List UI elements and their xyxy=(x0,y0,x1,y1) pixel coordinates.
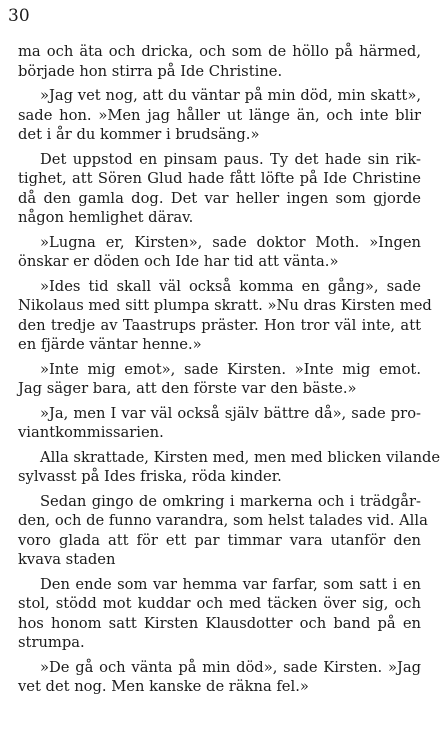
text-line: den, och de funno varandra, som helst talades vid. Alla xyxy=(18,512,428,529)
text-line: strumpa. xyxy=(18,634,85,651)
text-line: stol, stödd mot kuddar och med täcken över sig, och xyxy=(18,595,421,612)
paragraph xyxy=(18,86,421,145)
paragraph xyxy=(18,658,421,697)
page-number: 30 xyxy=(8,6,30,26)
paragraph xyxy=(18,277,432,355)
text-line: kvava staden xyxy=(18,551,116,568)
text-line: Det uppstod en pinsam paus. Ty det hade sin rik- xyxy=(40,150,421,168)
paragraph xyxy=(18,233,421,272)
text-line: »Jag vet nog, att du väntar på min död, min skatt», xyxy=(40,87,421,104)
paragraph xyxy=(18,492,428,570)
paragraph xyxy=(18,575,421,653)
text-line: en fjärde väntar henne.» xyxy=(18,336,202,353)
paragraph xyxy=(18,404,421,443)
paragraph xyxy=(18,150,421,228)
paragraph xyxy=(18,360,421,399)
paragraph xyxy=(18,42,421,81)
text-line: Nikolaus med sitt plumpa skratt. »Nu dras Kirsten med xyxy=(18,297,432,314)
text-line: »De gå och vänta på min död», sade Kirsten. »Jag xyxy=(40,658,421,676)
text-line: började hon stirra på Ide Christine. xyxy=(18,62,283,80)
text-line: hos honom satt Kirsten Klausdotter och band på en xyxy=(18,614,421,632)
text-line: »Ja, men I var väl också själv bättre då», sade pro- xyxy=(40,404,421,422)
text-line: »Ides tid skall väl också komma en gång», sade xyxy=(40,277,421,295)
text-line: Jag säger bara, att den förste var den bäste.» xyxy=(18,380,357,397)
text-line: önskar er döden och Ide har tid att vänta.» xyxy=(18,253,339,270)
text-line: viantkommissarien. xyxy=(18,424,164,441)
text-line: »Inte mig emot», sade Kirsten. »Inte mig emot. xyxy=(40,360,421,378)
text-line: den tredje av Taastrups präster. Hon tror väl inte, att xyxy=(18,316,421,334)
text-line: ma och äta och dricka, och som de höllo på härmed, xyxy=(18,43,421,60)
text-line: sade hon. »Men jag håller ut länge än, och inte blir xyxy=(18,106,421,124)
text-line: tighet, att Sören Glud hade fått löfte på Ide Christine xyxy=(18,170,421,187)
text-line: Alla skrattade, Kirsten med, men med blicken vilande xyxy=(40,448,440,466)
text-line: då den gamla dog. Det var heller ingen som gjorde xyxy=(18,189,421,207)
text-line: voro glada att för ett par timmar vara utanför den xyxy=(18,531,421,549)
text-line: det i år du kommer i brudsäng.» xyxy=(18,126,260,143)
text-line: vet det nog. Men kanske de räkna fel.» xyxy=(18,678,309,695)
body-text xyxy=(18,42,440,697)
text-line: »Lugna er, Kirsten», sade doktor Moth. »Ingen xyxy=(40,233,421,251)
text-line: Den ende som var hemma var farfar, som satt i en xyxy=(40,575,421,593)
text-line: Sedan gingo de omkring i markerna och i trädgår- xyxy=(40,492,421,510)
paragraph xyxy=(18,448,440,487)
text-line: sylvasst på Ides friska, röda kinder. xyxy=(18,468,282,485)
text-line: någon hemlighet därav. xyxy=(18,209,194,226)
